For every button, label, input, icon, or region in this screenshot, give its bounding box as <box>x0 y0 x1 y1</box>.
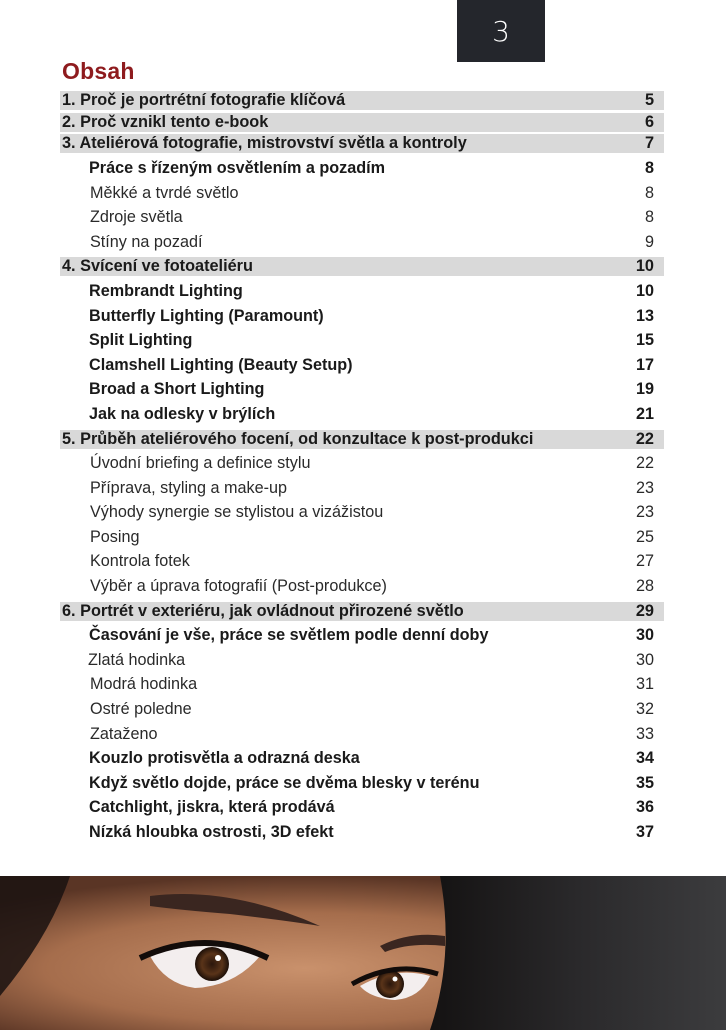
toc-entry-label: Zdroje světla <box>90 208 183 227</box>
toc-entry-label: Výhody synergie se stylistou a vizážistou <box>90 503 384 522</box>
toc-chapter-6[interactable] <box>60 602 664 621</box>
toc-entry-page: 6 <box>644 112 654 131</box>
toc-entry-label: Jak na odlesky v brýlích <box>89 404 276 423</box>
toc-entry-label: Split Lighting <box>89 331 193 350</box>
toc-entry-page: 32 <box>635 700 654 719</box>
toc-entry-label: Posing <box>90 527 140 546</box>
toc-section[interactable] <box>60 279 664 304</box>
toc-section[interactable] <box>60 771 664 796</box>
toc-subsection[interactable] <box>60 205 664 230</box>
toc-section[interactable] <box>60 353 664 378</box>
right-hair <box>430 876 726 1030</box>
toc-entry-page: 19 <box>635 380 654 399</box>
portrait-photo-illustration <box>0 876 726 1030</box>
toc-entry-page: 27 <box>635 552 654 571</box>
toc-entry-label: Kouzlo protisvětla a odrazná deska <box>89 749 360 768</box>
toc-subsection[interactable] <box>60 648 664 673</box>
toc-section[interactable] <box>60 796 664 821</box>
toc-entry-page: 29 <box>635 601 654 620</box>
toc-subsection[interactable] <box>60 451 664 476</box>
toc-entry-page: 30 <box>635 626 654 645</box>
toc-entry-page: 15 <box>635 331 654 350</box>
toc-section[interactable] <box>60 746 664 771</box>
toc-section[interactable] <box>60 328 664 353</box>
toc-subsection[interactable] <box>60 476 664 501</box>
toc-entry-label: Stíny na pozadí <box>90 232 203 251</box>
toc-entry-label: Clamshell Lighting (Beauty Setup) <box>89 355 353 374</box>
toc-entry-page: 37 <box>635 823 654 842</box>
toc-subsection[interactable] <box>60 501 664 526</box>
portrait-photo <box>0 876 726 1030</box>
toc-subsection[interactable] <box>60 525 664 550</box>
toc-entry-page: 5 <box>644 90 654 109</box>
toc-entry-label: Zataženo <box>90 724 158 743</box>
toc-entry-page: 25 <box>635 527 654 546</box>
toc-entry-label: Catchlight, jiskra, která prodává <box>89 798 335 817</box>
toc-entry-page: 35 <box>635 773 654 792</box>
toc-entry-label: 1. Proč je portrétní fotografie klíčová <box>62 90 346 109</box>
toc-chapter-1[interactable] <box>60 91 664 110</box>
toc-entry-page: 34 <box>635 749 654 768</box>
toc-subsection[interactable] <box>60 574 664 599</box>
toc-chapter-4[interactable] <box>60 257 664 276</box>
toc-entry-label: Příprava, styling a make-up <box>90 478 288 497</box>
toc-entry-page: 23 <box>635 503 654 522</box>
toc-chapter-5[interactable] <box>60 430 664 449</box>
toc-entry-label: Úvodní briefing a definice stylu <box>90 454 311 473</box>
toc-entry-page: 21 <box>635 404 654 423</box>
toc-subsection[interactable] <box>60 230 664 255</box>
table-of-contents <box>60 88 664 845</box>
toc-entry-label: Rembrandt Lighting <box>89 281 243 300</box>
toc-entry-page: 8 <box>644 183 654 202</box>
page-number-tab <box>457 0 545 62</box>
right-catchlight <box>393 977 398 982</box>
toc-entry-page: 28 <box>635 577 654 596</box>
toc-entry-label: Výběr a úprava fotografií (Post-produkce) <box>90 577 387 596</box>
toc-title: Obsah <box>62 58 135 84</box>
toc-subsection[interactable] <box>60 181 664 206</box>
toc-entry-label: Nízká hloubka ostrosti, 3D efekt <box>89 823 334 842</box>
toc-entry-page: 10 <box>635 257 654 276</box>
toc-entry-label: 5. Průběh ateliérového focení, od konzultace k post-produkci <box>62 429 534 448</box>
toc-entry-label: 6. Portrét v exteriéru, jak ovládnout přirozené světlo <box>62 601 464 620</box>
toc-section[interactable] <box>60 156 664 181</box>
toc-entry-page: 30 <box>635 650 654 669</box>
toc-section[interactable] <box>60 402 664 427</box>
toc-entry-label: Měkké a tvrdé světlo <box>90 183 239 202</box>
toc-section[interactable] <box>60 623 664 648</box>
toc-entry-label: Modrá hodinka <box>90 675 198 694</box>
toc-section[interactable] <box>60 304 664 329</box>
toc-subsection[interactable] <box>60 697 664 722</box>
toc-entry-page: 13 <box>635 306 654 325</box>
toc-subsection[interactable] <box>60 673 664 698</box>
toc-subsection[interactable] <box>60 550 664 575</box>
toc-entry-label: Broad a Short Lighting <box>89 380 265 399</box>
toc-entry-label: Kontrola fotek <box>90 552 190 571</box>
toc-entry-page: 9 <box>644 232 654 251</box>
left-iris <box>195 947 229 981</box>
toc-entry-page: 23 <box>635 478 654 497</box>
toc-entry-page: 22 <box>635 429 654 448</box>
toc-entry-label: Ostré poledne <box>90 700 192 719</box>
toc-section[interactable] <box>60 820 664 845</box>
toc-entry-label: Když světlo dojde, práce se dvěma blesky v terénu <box>89 773 480 792</box>
toc-entry-label: Butterfly Lighting (Paramount) <box>89 306 324 325</box>
toc-entry-page: 7 <box>644 134 654 153</box>
toc-chapter-3[interactable] <box>60 134 664 153</box>
toc-entry-page: 8 <box>644 208 654 227</box>
toc-entry-page: 10 <box>635 281 654 300</box>
toc-entry-label: Práce s řízeným osvětlením a pozadím <box>89 158 385 177</box>
left-catchlight <box>215 955 221 961</box>
toc-entry-label: 2. Proč vznikl tento e-book <box>62 112 269 131</box>
toc-entry-page: 8 <box>644 158 654 177</box>
toc-entry-label: Časování je vše, práce se světlem podle denní doby <box>89 626 489 645</box>
toc-section[interactable] <box>60 378 664 403</box>
page-number: 3 <box>492 14 510 48</box>
toc-entry-label: 4. Svícení ve fotoateliéru <box>62 257 253 276</box>
toc-entry-page: 31 <box>635 675 654 694</box>
toc-entry-page: 36 <box>635 798 654 817</box>
toc-entry-page: 22 <box>635 454 654 473</box>
toc-chapter-2[interactable] <box>60 113 664 132</box>
toc-subsection[interactable] <box>60 722 664 747</box>
toc-entry-label: 3. Ateliérová fotografie, mistrovství světla a kontroly <box>62 134 467 153</box>
toc-entry-page: 17 <box>635 355 654 374</box>
toc-entry-label: Zlatá hodinka <box>88 650 186 669</box>
toc-entry-page: 33 <box>635 724 654 743</box>
